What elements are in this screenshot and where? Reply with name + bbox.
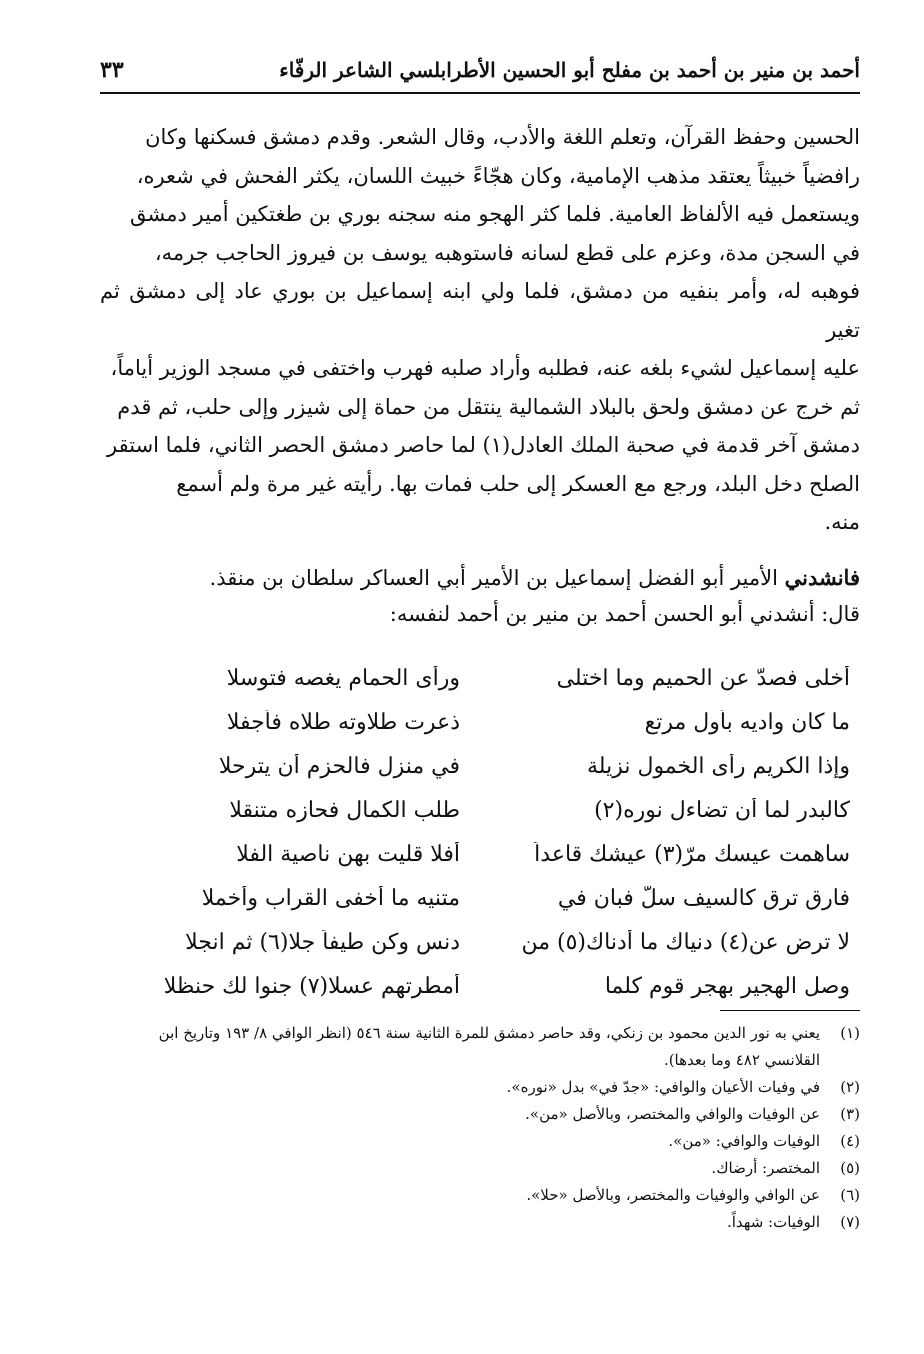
intro-line-2: قال: أنشدني أبو الحسن أحمد بن منير بن أحمد لنفسه: — [389, 602, 860, 626]
second-hemistich: أمطرتهم عسلا(٧) جنوا لك حنظلا — [163, 973, 460, 999]
body-line: منه. — [824, 510, 860, 534]
footnote-number: (٢) — [840, 1078, 860, 1096]
body-line: ثم خرج عن دمشق ولحق بالبلاد الشمالية ينتقل من حماة إلى شيزر وإلى حلب، ثم قدم — [117, 394, 860, 419]
first-hemistich: وإذا الكريم رأى الخمول نزيلة — [587, 753, 850, 779]
header-rule — [100, 92, 860, 94]
footnote-rule — [720, 1010, 860, 1011]
second-hemistich: طلب الكمال فحازه متنقلا — [229, 797, 460, 823]
verse — [130, 876, 850, 920]
body-line: رافضياً خبيثاً يعتقد مذهب الإمامية، وكان هجّاءً خبيث اللسان، يكثر الفحش في شعره، — [136, 163, 860, 188]
body-line: في السجن مدة، وعزم على قطع لسانه فاستوهبه يوسف بن فيروز الحاجب جرمه، — [154, 240, 860, 265]
second-hemistich: متنيه ما أخفى القراب وأخملا — [201, 885, 460, 911]
footnotes — [100, 1020, 860, 1236]
verse — [130, 920, 850, 964]
intro-line-1-text: الأمير أبو الفضل إسماعيل بن الأمير أبي العساكر سلطان بن منقذ. — [209, 566, 785, 590]
second-hemistich: أفلا قليت بهن ناصية الفلا — [236, 841, 460, 867]
footnote-text: الوفيات والوافي: «من». — [668, 1132, 820, 1150]
first-hemistich: ما كان واديه بأول مرتع — [644, 709, 850, 735]
verse — [130, 656, 850, 700]
first-hemistich: لا ترض عن(٤) دنياك ما أدناك(٥) من — [521, 929, 850, 955]
second-hemistich: دنس وكن طيفاً جلا(٦) ثم انجلا — [185, 929, 460, 955]
first-hemistich: وصل الهجير بهجر قوم كلما — [604, 973, 850, 999]
body-line: الصلح دخل البلد، ورجع مع العسكر إلى حلب فمات بها. رأيته غير مرة ولم أسمع — [176, 471, 860, 496]
footnote — [100, 1020, 860, 1074]
second-hemistich: ذعرت طلاوته طلاه فأجفلا — [226, 709, 460, 735]
footnote — [100, 1155, 860, 1182]
verse — [130, 964, 850, 1008]
footnote-number: (٦) — [840, 1186, 860, 1204]
footnote — [100, 1209, 860, 1236]
first-hemistich: فارق ترق كالسيف سلّ فبان في — [557, 885, 850, 911]
intro-keyword: فانشدني — [784, 565, 860, 590]
verse — [130, 832, 850, 876]
footnote — [100, 1101, 860, 1128]
footnote-number: (٤) — [840, 1132, 860, 1150]
footnote-text: عن الوفيات والوافي والمختصر، وبالأصل «من». — [525, 1105, 820, 1123]
second-hemistich: في منزل فالحزم أن يترحلا — [218, 753, 460, 779]
footnote-number: (١) — [840, 1024, 860, 1042]
verse — [130, 744, 850, 788]
running-head — [100, 50, 860, 90]
footnote-text: الوفيات: شهداً. — [727, 1213, 820, 1231]
verse — [130, 700, 850, 744]
footnote — [100, 1128, 860, 1155]
footnote — [100, 1182, 860, 1209]
footnote-text: عن الوافي والوفيات والمختصر، وبالأصل «حلا». — [526, 1186, 820, 1204]
body-line: دمشق آخر قدمة في صحبة الملك العادل(١) لما حاصر دمشق الحصر الثاني، فلما استقر — [107, 433, 860, 457]
first-hemistich: كالبدر لما أن تضاءل نوره(٢) — [594, 797, 850, 823]
first-hemistich: أخلى فصدّ عن الحميم وما اختلى — [556, 665, 850, 691]
body-line: عليه إسماعيل لشيء بلغه عنه، فطلبه وأراد صلبه فهرب واختفى في مسجد الوزير أياماً، — [110, 356, 860, 380]
body-line: فوهبه له، وأمر بنفيه من دمشق، فلما ولي ابنه إسماعيل بن بوري عاد إلى دمشق ثم تغير — [100, 279, 860, 342]
footnote-text: يعني به نور الدين محمود بن زنكي، وقد حاصر دمشق للمرة الثانية سنة ٥٤٦ (انظر الوافي ٨/ ١٩٣ وتاريخ ابن القلانسي ٤٨٢ وما بعدها). — [158, 1024, 820, 1069]
body-line: ويستعمل فيه الألفاظ العامية. فلما كثر الهجو منه سجنه بوري بن طغتكين أمير دمشق — [130, 202, 860, 226]
body-text — [100, 118, 860, 542]
body-line: الحسين وحفظ القرآن، وتعلم اللغة والأدب، وقال الشعر. وقدم دمشق فسكنها وكان — [145, 125, 860, 149]
intro-line-1 — [100, 560, 860, 596]
footnote — [100, 1074, 860, 1101]
footnote-number: (٧) — [840, 1213, 860, 1231]
footnote-number: (٥) — [840, 1159, 860, 1177]
footnote-number: (٣) — [840, 1105, 860, 1123]
first-hemistich: ساهمت عيسك مرّ(٣) عيشك قاعداً — [534, 841, 850, 867]
running-title: أحمد بن منير بن أحمد بن مفلح أبو الحسين الأطرابلسي الشاعر الرفّاء — [279, 58, 860, 82]
poem — [130, 656, 850, 1008]
footnote-text: في وفيات الأعيان والوافي: «جدّ في» بدل «نوره». — [506, 1078, 820, 1096]
poem-intro — [100, 560, 860, 632]
footnote-text: المختصر: أرضاك. — [711, 1159, 820, 1177]
page-number: ٣٣ — [100, 57, 124, 83]
second-hemistich: ورأى الحمام يغصه فتوسلا — [226, 665, 460, 691]
verse — [130, 788, 850, 832]
